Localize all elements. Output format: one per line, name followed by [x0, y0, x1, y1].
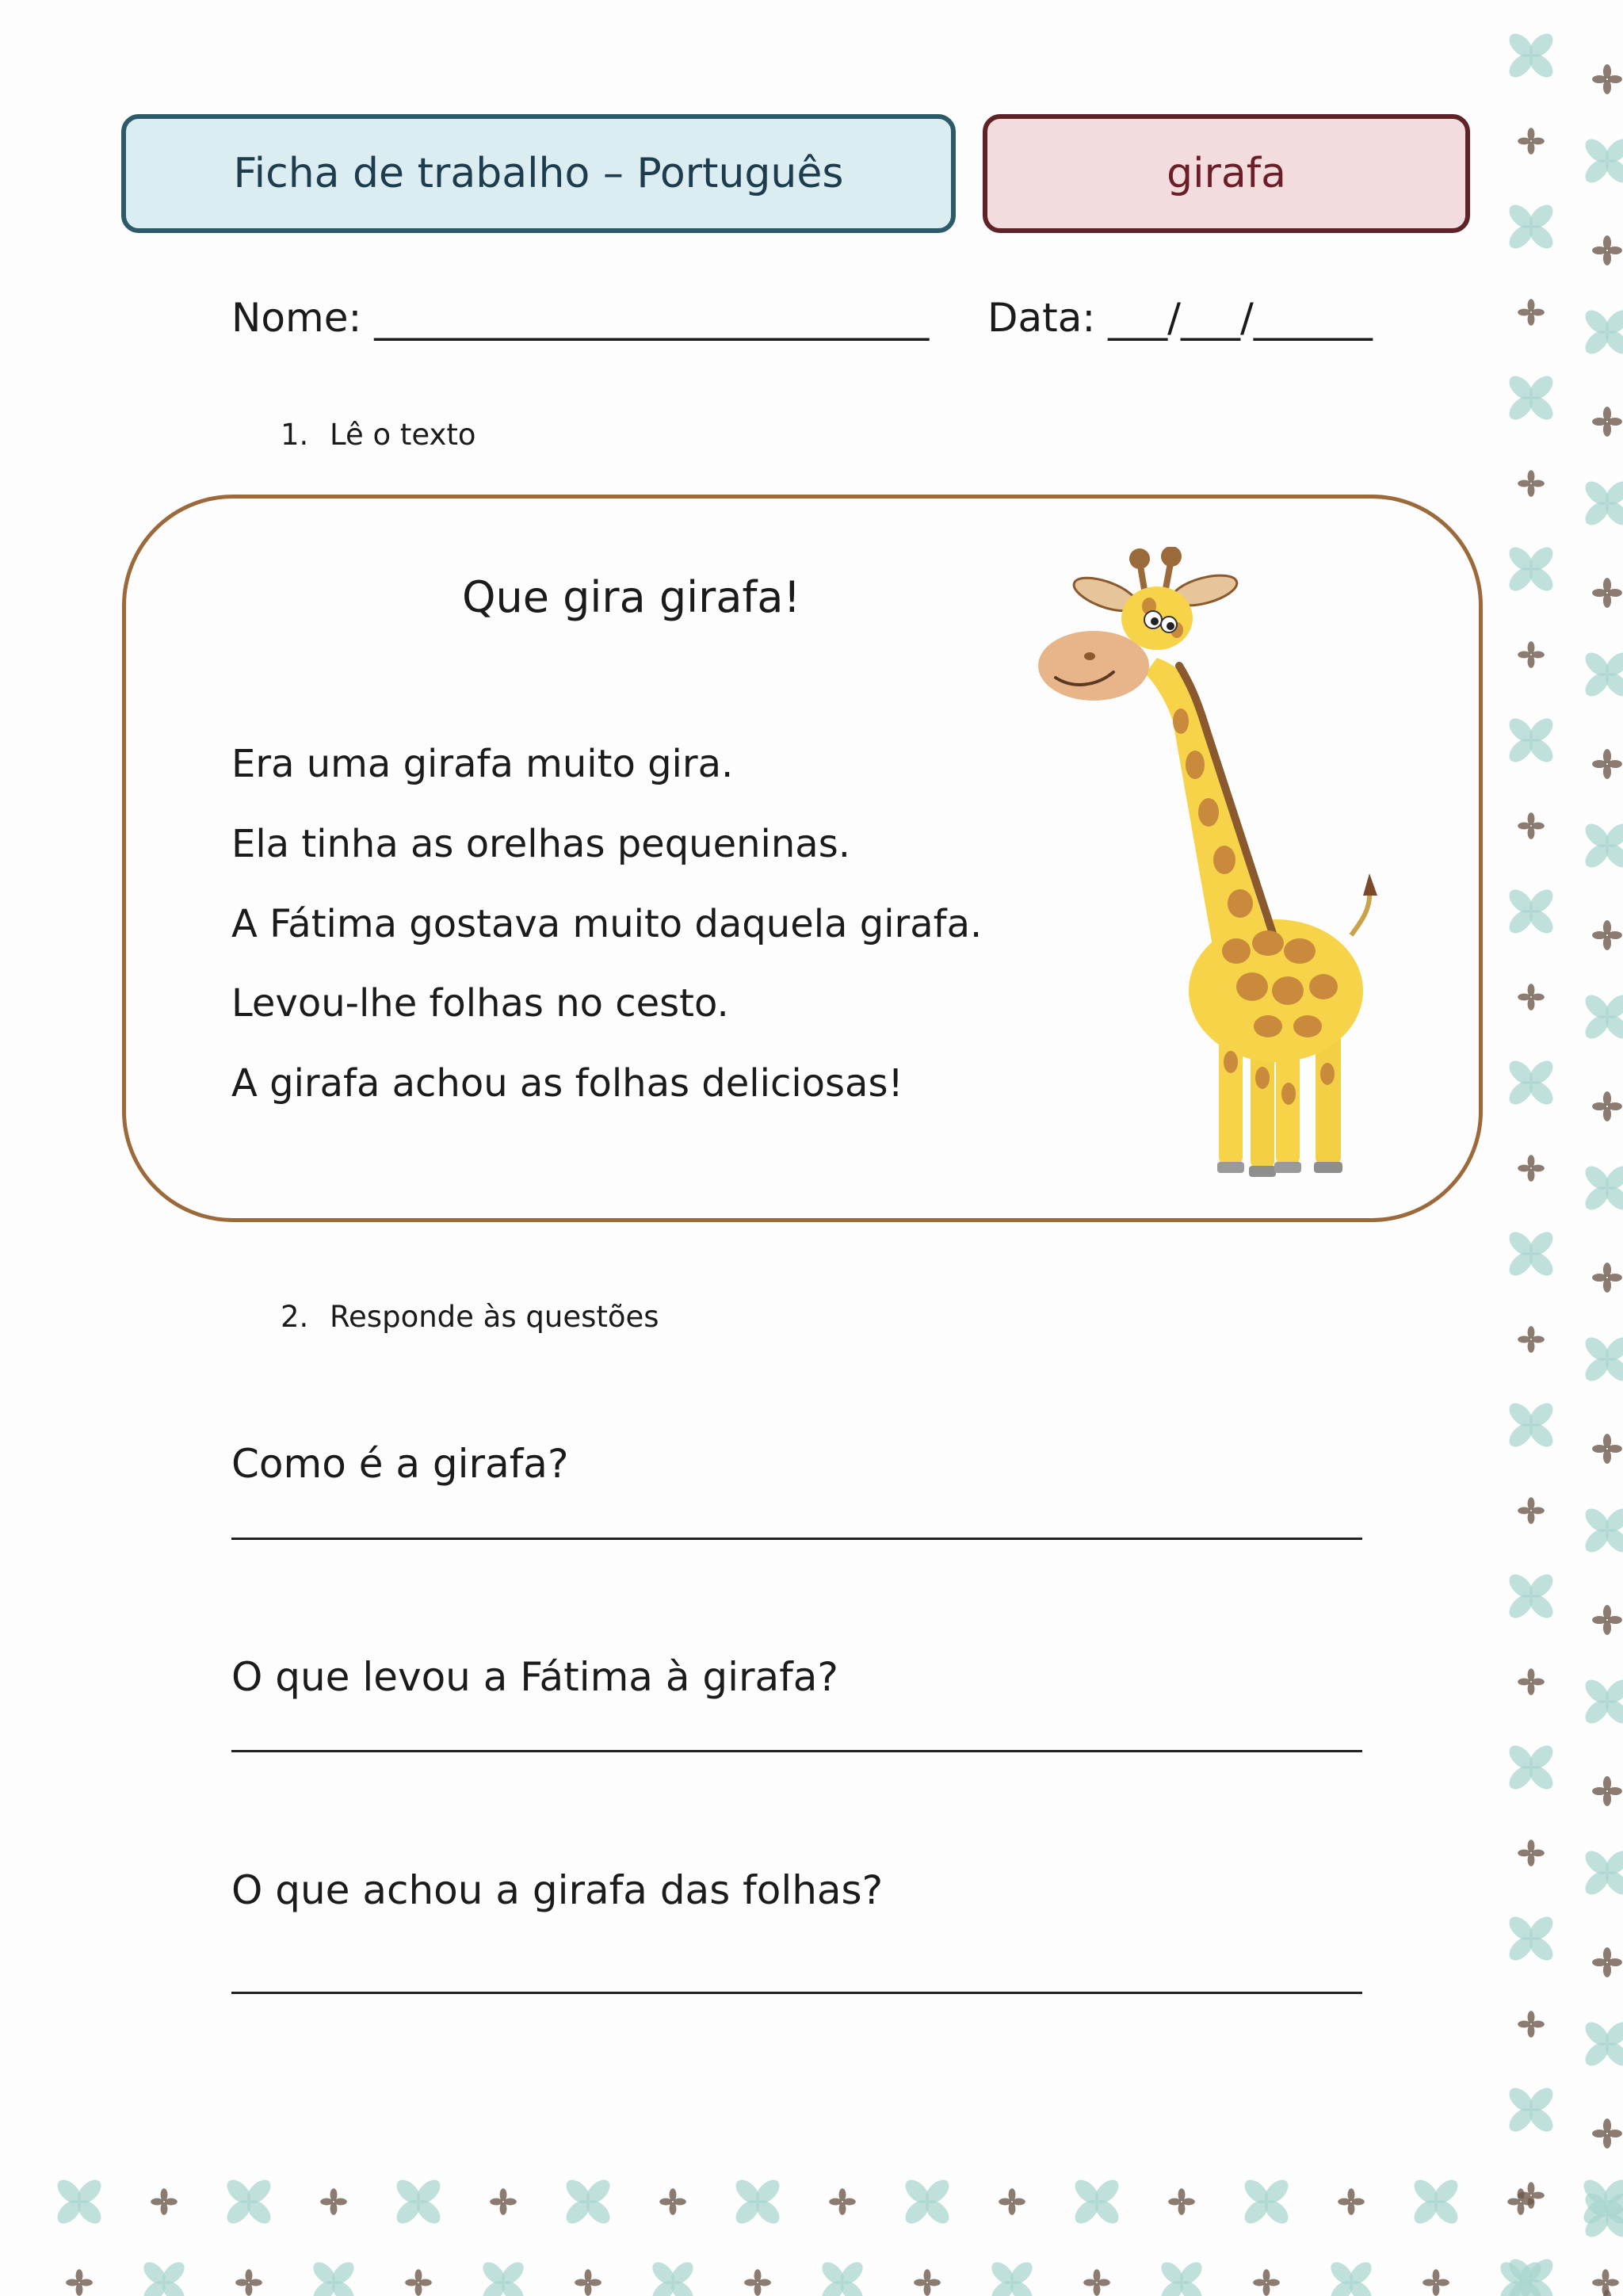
flower-icon [1423, 2269, 1449, 2296]
flower-icon [66, 2269, 93, 2296]
name-field[interactable]: Nome: ____________________________ [231, 295, 930, 341]
flower-icon [1505, 201, 1557, 253]
story-line: Era uma girafa muito gira. [231, 742, 734, 786]
flower-icon [1592, 1263, 1622, 1293]
story-line: Ela tinha as orelhas pequeninas. [231, 822, 850, 866]
flower-icon [1581, 1162, 1623, 1214]
flower-icon [1581, 1675, 1623, 1728]
flower-icon [1505, 1399, 1557, 1451]
flower-icon [1505, 885, 1557, 938]
flower-icon [1581, 1333, 1623, 1385]
flower-icon [744, 2269, 771, 2296]
flower-icon [1505, 543, 1557, 595]
flower-icon [235, 2269, 262, 2296]
worksheet-title: Ficha de trabalho – Português [233, 150, 844, 197]
question-3: O que achou a girafa das folhas? [231, 1867, 884, 1913]
story-title: Que gira girafa! [462, 572, 801, 622]
flower-icon [901, 2176, 953, 2228]
flower-icon [1592, 1947, 1622, 1977]
flower-icon [1592, 749, 1622, 779]
flower-icon [1505, 1741, 1557, 1794]
flower-icon [1518, 1155, 1545, 1182]
flower-icon [1581, 135, 1623, 187]
story-line: Levou-lhe folhas no cesto. [231, 981, 729, 1026]
flower-icon [1505, 1228, 1557, 1280]
flower-icon [1581, 306, 1623, 358]
flower-icon [151, 2188, 178, 2215]
question-1: Como é a girafa? [231, 1441, 569, 1487]
flower-icon [392, 2176, 445, 2228]
flower-icon [1518, 812, 1545, 839]
flower-icon [405, 2269, 432, 2296]
flower-icon [914, 2269, 941, 2296]
flower-icon [1505, 714, 1557, 766]
flower-icon [731, 2176, 784, 2228]
instruction-1 [281, 418, 476, 452]
flower-icon [1581, 648, 1623, 701]
giraffe-illustration [1038, 547, 1395, 1181]
flower-icon [1518, 641, 1545, 668]
flower-icon [659, 2188, 686, 2215]
instruction-2 [281, 1300, 659, 1334]
flower-icon [1518, 984, 1545, 1010]
flower-icon [1518, 128, 1545, 155]
flower-icon [1505, 2084, 1557, 2136]
flower-icon [999, 2188, 1025, 2215]
flower-icon [1592, 235, 1622, 266]
flower-icon [1592, 1434, 1622, 1464]
answer-line-2[interactable] [231, 1750, 1362, 1752]
flower-icon [1592, 920, 1622, 950]
topic-label: girafa [1167, 150, 1286, 197]
flower-icon [829, 2188, 856, 2215]
flower-icon [309, 2258, 357, 2296]
flower-icon [139, 2258, 188, 2296]
flower-icon [1592, 407, 1622, 437]
flower-icon [1592, 1091, 1622, 1121]
flower-icon [1518, 299, 1545, 326]
decorative-border-bottom [0, 2172, 1623, 2296]
flower-icon [1581, 819, 1623, 872]
answer-line-3[interactable] [231, 1992, 1362, 1994]
flower-icon [1579, 2176, 1623, 2228]
instruction-number: 2. [281, 1300, 309, 1334]
answer-line-1[interactable] [231, 1538, 1362, 1540]
decorative-border-right [1498, 0, 1623, 2296]
flower-icon [1518, 2011, 1545, 2038]
flower-icon [1505, 372, 1557, 424]
flower-icon [1240, 2176, 1293, 2228]
instruction-text: Lê o texto [330, 418, 476, 452]
instruction-text: Responde às questões [330, 1300, 659, 1334]
flower-icon [320, 2188, 347, 2215]
flower-icon [1083, 2269, 1110, 2296]
flower-icon [1518, 1839, 1545, 1866]
flower-icon [1581, 991, 1623, 1043]
flower-icon [1410, 2176, 1462, 2228]
flower-icon [1327, 2258, 1375, 2296]
flower-icon [1592, 2269, 1619, 2296]
flower-icon [1338, 2188, 1365, 2215]
flower-icon [562, 2176, 614, 2228]
flower-icon [1592, 1605, 1622, 1635]
flower-icon [818, 2258, 866, 2296]
topic-box [983, 114, 1470, 233]
flower-icon [1505, 1056, 1557, 1109]
flower-icon [1505, 29, 1557, 82]
flower-icon [1518, 1326, 1545, 1353]
flower-icon [1496, 2258, 1545, 2296]
flower-icon [1157, 2258, 1205, 2296]
flower-icon [1581, 1847, 1623, 1899]
flower-icon [223, 2176, 275, 2228]
flower-icon [490, 2188, 517, 2215]
story-line: A girafa achou as folhas deliciosas! [231, 1061, 903, 1106]
flower-icon [1518, 1668, 1545, 1695]
story-line: A Fátima gostava muito daquela girafa. [231, 902, 983, 946]
flower-icon [1168, 2188, 1195, 2215]
flower-icon [575, 2269, 601, 2296]
date-field[interactable]: Data: ___/___/______ [987, 295, 1373, 341]
flower-icon [987, 2258, 1036, 2296]
flower-icon [53, 2176, 105, 2228]
flower-icon [1071, 2176, 1123, 2228]
flower-icon [1253, 2269, 1280, 2296]
question-2: O que levou a Fátima à girafa? [231, 1654, 838, 1700]
flower-icon [648, 2258, 697, 2296]
flower-icon [1592, 64, 1622, 94]
flower-icon [1581, 1504, 1623, 1557]
instruction-number: 1. [281, 418, 309, 452]
worksheet-title-box [121, 114, 956, 233]
flower-icon [1505, 1570, 1557, 1622]
flower-icon [1592, 2118, 1622, 2149]
flower-icon [1581, 477, 1623, 529]
flower-icon [1507, 2188, 1534, 2215]
flower-icon [1518, 470, 1545, 497]
flower-icon [1518, 1497, 1545, 1524]
flower-icon [1592, 578, 1622, 608]
flower-icon [1592, 1776, 1622, 1806]
flower-icon [1581, 2018, 1623, 2070]
flower-icon [1505, 1912, 1557, 1965]
flower-icon [479, 2258, 527, 2296]
